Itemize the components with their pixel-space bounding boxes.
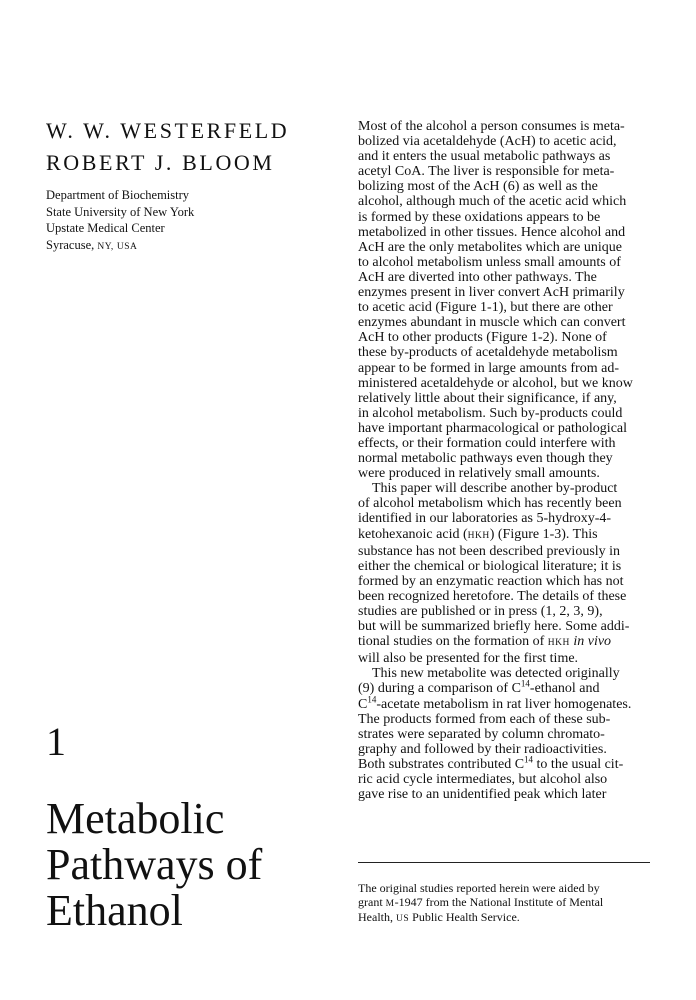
paragraph-2 (358, 481, 652, 666)
text-fragment: (9) during a comparison of C (358, 681, 521, 697)
text-fragment: grant (358, 894, 386, 909)
text-line: normal metabolic pathways even though they (358, 451, 613, 467)
text-line: This paper will describe another by-product (372, 481, 618, 497)
abbreviation-us: US (396, 914, 410, 924)
text-line: graphy and followed by their radioactivities. (358, 741, 607, 757)
text-line: alcohol, although much of the acetic acid which (358, 194, 627, 210)
text-line: AcH are the only metabolites which are unique (358, 239, 622, 255)
paragraph-1 (358, 119, 652, 481)
text-fragment: tional studies on the formation of (358, 634, 548, 650)
text-line: but will be summarized briefly here. Some addi- (358, 619, 630, 635)
text-fragment: Public Health Service. (409, 910, 520, 924)
text-line: were produced in relatively small amounts. (358, 466, 600, 482)
text-line: of alcohol metabolism which has recently been (358, 496, 622, 512)
text-line (358, 678, 652, 697)
text-line: been recognized heretofore. The details of these (358, 588, 627, 604)
affiliation-location (46, 237, 194, 256)
text-line: ministered acetaldehyde or alcohol, but we know (358, 375, 633, 391)
text-fragment: Health, (358, 910, 396, 924)
affiliation-block (46, 187, 194, 255)
superscript: 14 (367, 693, 377, 704)
footnote-line (358, 896, 652, 912)
abbreviation-hkh: HKH (547, 638, 570, 649)
text-fragment: to the usual cit- (533, 756, 624, 772)
chapter-number: 1 (46, 719, 66, 764)
text-fragment: -1947 from the National Institute of Mental (394, 894, 604, 909)
italic-text: in vivo (573, 634, 612, 650)
affiliation-state: NY, (97, 241, 114, 252)
text-line: gave rise to an unidentified peak which later (358, 787, 607, 803)
text-line: is formed by these oxidations appears to be (358, 209, 601, 225)
text-line (358, 527, 652, 544)
text-line: identified in our laboratories as 5-hydroxy-4- (358, 511, 612, 527)
text-line: either the chemical or biological literature; it is (358, 558, 622, 574)
text-line: AcH to other products (Figure 1-2). None of (358, 330, 607, 346)
superscript: 14 (520, 678, 530, 689)
affiliation-center: Upstate Medical Center (46, 221, 165, 235)
text-fragment: -acetate metabolism in rat liver homogenates. (376, 696, 632, 712)
chapter-title-line: Pathways of (46, 840, 263, 889)
text-line (358, 634, 652, 651)
text-line: bolized via acetaldehyde (AcH) to acetic acid, (358, 134, 617, 150)
text-line: enzymes abundant in muscle which can convert (358, 315, 626, 331)
text-line: effects, or their formation could interfere with (358, 435, 616, 451)
text-fragment: -ethanol and (529, 681, 600, 697)
footnote-line: The original studies reported herein were aided by (358, 881, 600, 895)
text-line: appear to be formed in large amounts from ad- (358, 360, 619, 376)
chapter-title (46, 796, 262, 934)
text-line: acetyl CoA. The liver is responsible for meta- (358, 164, 615, 180)
affiliation-city: Syracuse, (46, 237, 95, 252)
body-text (358, 119, 652, 802)
affiliation-country: USA (116, 241, 138, 252)
text-line: metabolized in other tissues. Hence alcohol and (358, 224, 626, 240)
affiliation-department: Department of Biochemistry (46, 188, 190, 202)
text-line: This new metabolite was detected originally (372, 666, 620, 682)
chapter-title-line: Metabolic (46, 794, 225, 843)
text-line (358, 693, 652, 712)
text-line: enzymes present in liver convert AcH primarily (358, 285, 625, 301)
text-line: Most of the alcohol a person consumes is meta- (358, 119, 625, 134)
text-line: AcH are diverted into other pathways. The (358, 269, 597, 285)
text-line: bolizing most of the AcH (6) as well as the (358, 179, 598, 195)
footnote (358, 882, 652, 927)
abbreviation-hkh: HKH (467, 530, 490, 541)
text-line: relatively little about their significance, if any, (358, 390, 617, 406)
text-line: these by-products of acetaldehyde metabolism (358, 345, 618, 361)
text-line: ric acid cycle intermediates, but alcohol also (358, 772, 608, 788)
text-line: have important pharmacological or pathological (358, 420, 628, 436)
footnote-divider (358, 862, 650, 863)
chapter-title-line: Ethanol (46, 886, 183, 935)
text-line: The products formed from each of these sub- (358, 711, 611, 727)
text-fragment: C (358, 696, 368, 712)
text-line: formed by an enzymatic reaction which has not (358, 573, 624, 589)
text-line: will also be presented for the first time. (358, 651, 579, 667)
text-line: substance has not been described previously in (358, 543, 621, 559)
affiliation-university: State University of New York (46, 204, 195, 219)
grant-prefix: M (385, 898, 395, 909)
text-fragment: ) (Figure 1-3). This (489, 526, 598, 542)
front-matter (46, 0, 326, 1000)
text-line: strates were separated by column chromato- (358, 726, 605, 742)
superscript: 14 (524, 754, 534, 765)
text-line: in alcohol metabolism. Such by-products could (358, 405, 623, 421)
text-line: studies are published or in press (1, 2, 3, 9), (358, 604, 603, 619)
text-line: and it enters the usual metabolic pathways as (358, 149, 611, 165)
footnote-line (358, 911, 652, 927)
text-fragment: Both substrates contributed C (358, 756, 525, 772)
paragraph-3 (358, 666, 652, 802)
text-fragment: ketohexanoic acid ( (358, 526, 468, 542)
text-line: to acetic acid (Figure 1-1), but there are other (358, 300, 613, 316)
text-line: to alcohol metabolism unless small amounts of (358, 254, 621, 270)
author-name: ROBERT J. BLOOM (46, 150, 275, 175)
text-line (358, 754, 652, 772)
author-name: W. W. WESTERFELD (46, 118, 290, 143)
